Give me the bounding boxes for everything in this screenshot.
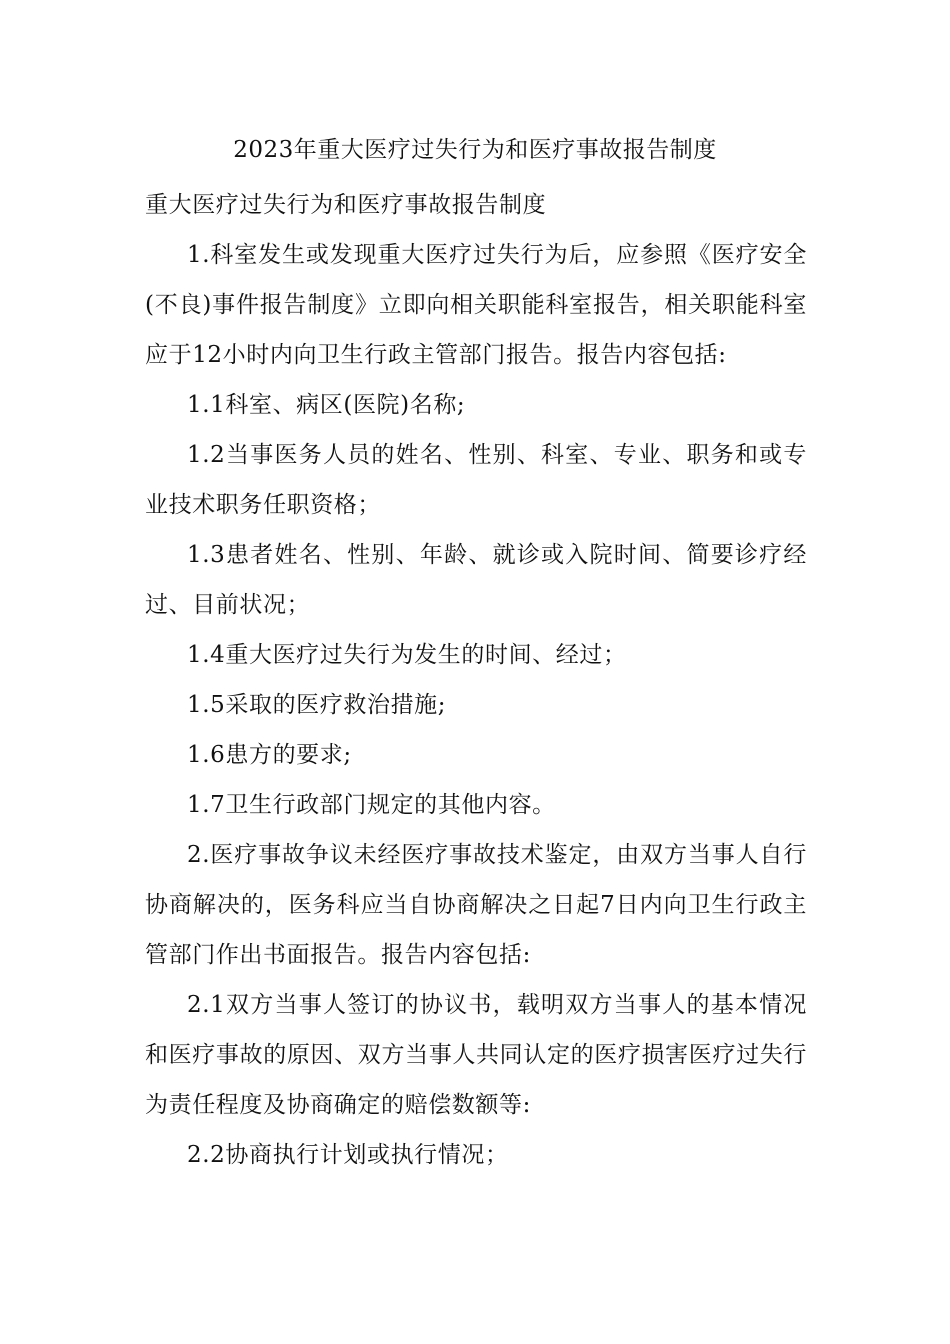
document-body (145, 180, 807, 1180)
paragraph: 1.2当事医务人员的姓名、性别、科室、专业、职务和或专业技术职务任职资格； (145, 442, 807, 518)
paragraph: 1.7卫生行政部门规定的其他内容。 (187, 792, 556, 818)
paragraph: 1.4重大医疗过失行为发生的时间、经过； (187, 642, 627, 668)
paragraph: 2.2协商执行计划或执行情况； (187, 1142, 509, 1168)
paragraph: 1.1科室、病区(医院)名称; (187, 392, 466, 418)
paragraph: 1.5采取的医疗救治措施; (187, 692, 447, 718)
paragraph: 1.科室发生或发现重大医疗过失行为后，应参照《医疗安全(不良)事件报告制度》立即向相关职能科室报告，相关职能科室应于12小时内向卫生行政主管部门报告。报告内容包括: (145, 242, 807, 368)
paragraph: 2.1双方当事人签订的协议书，载明双方当事人的基本情况和医疗事故的原因、双方当事人共同认定的医疗损害医疗过失行为责任程度及协商确定的赔偿数额等: (145, 992, 807, 1118)
document-title: 2023年重大医疗过失行为和医疗事故报告制度 (233, 137, 717, 163)
paragraph: 2.医疗事故争议未经医疗事故技术鉴定，由双方当事人自行协商解决的，医务科应当自协商解决之日起7日内向卫生行政主管部门作出书面报告。报告内容包括: (145, 842, 807, 968)
paragraph: 1.3患者姓名、性别、年龄、就诊或入院时间、简要诊疗经过、目前状况； (145, 542, 807, 618)
document-subtitle: 重大医疗过失行为和医疗事故报告制度 (145, 192, 547, 218)
paragraph: 1.6患方的要求; (187, 742, 352, 768)
